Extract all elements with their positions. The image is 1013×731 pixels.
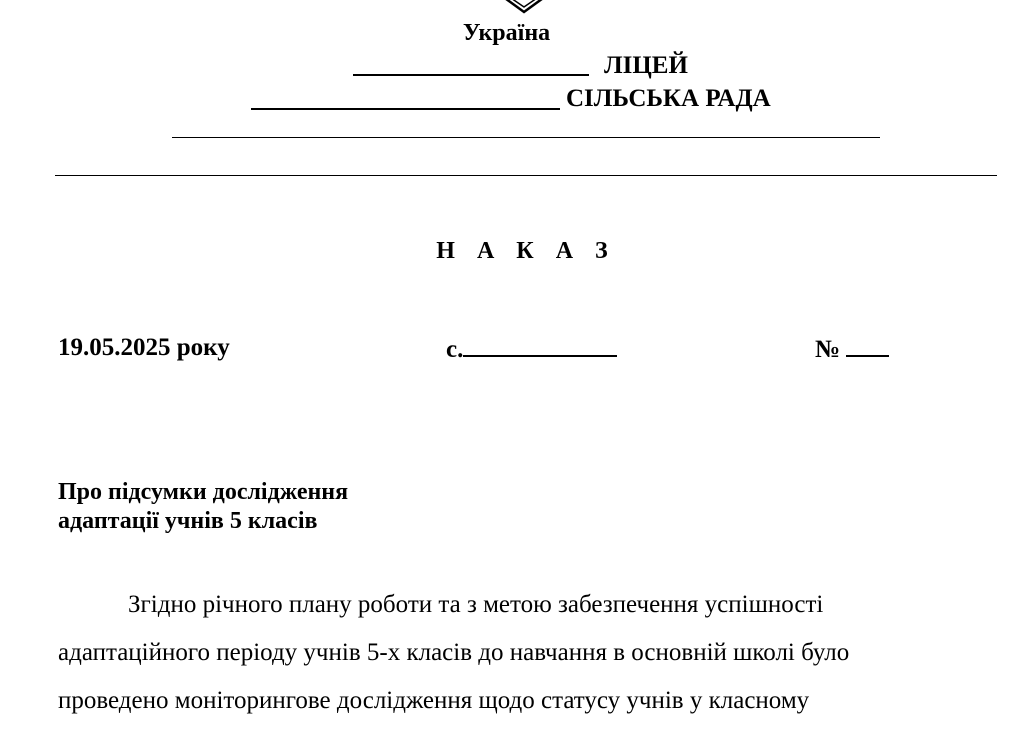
order-place-prefix: с. [446, 336, 464, 363]
order-subject-line: адаптації учнів 5 класів [58, 508, 318, 534]
order-number-blank [846, 333, 889, 357]
order-place-blank [463, 333, 617, 357]
order-subject-line: Про підсумки дослідження [58, 479, 349, 505]
country-name: Україна [462, 20, 551, 46]
council-name-blank [251, 108, 560, 110]
coat-of-arms-icon [494, 0, 554, 18]
body-paragraph-line: адаптаційного періоду учнів 5-х класів до навчання в основній школі було [58, 639, 850, 666]
order-place [446, 333, 617, 365]
body-paragraph-line: Згідно річного плану роботи та з метою забезпечення успішності [128, 591, 824, 618]
council-label: СІЛЬСЬКА РАДА [566, 85, 771, 112]
order-number [815, 333, 889, 365]
order-subject [58, 478, 348, 536]
body-paragraph-line: проведено моніторингове дослідження щодо статусу учнів у класному [58, 687, 810, 714]
lyceum-label: ЛІЦЕЙ [604, 52, 688, 79]
order-date: 19.05.2025 року [58, 334, 230, 361]
header-rule-short [172, 137, 880, 138]
order-number-prefix: № [815, 336, 841, 363]
order-title: Н А К А З [436, 238, 616, 264]
lyceum-name-blank [353, 74, 589, 76]
header-rule-long [55, 175, 997, 176]
